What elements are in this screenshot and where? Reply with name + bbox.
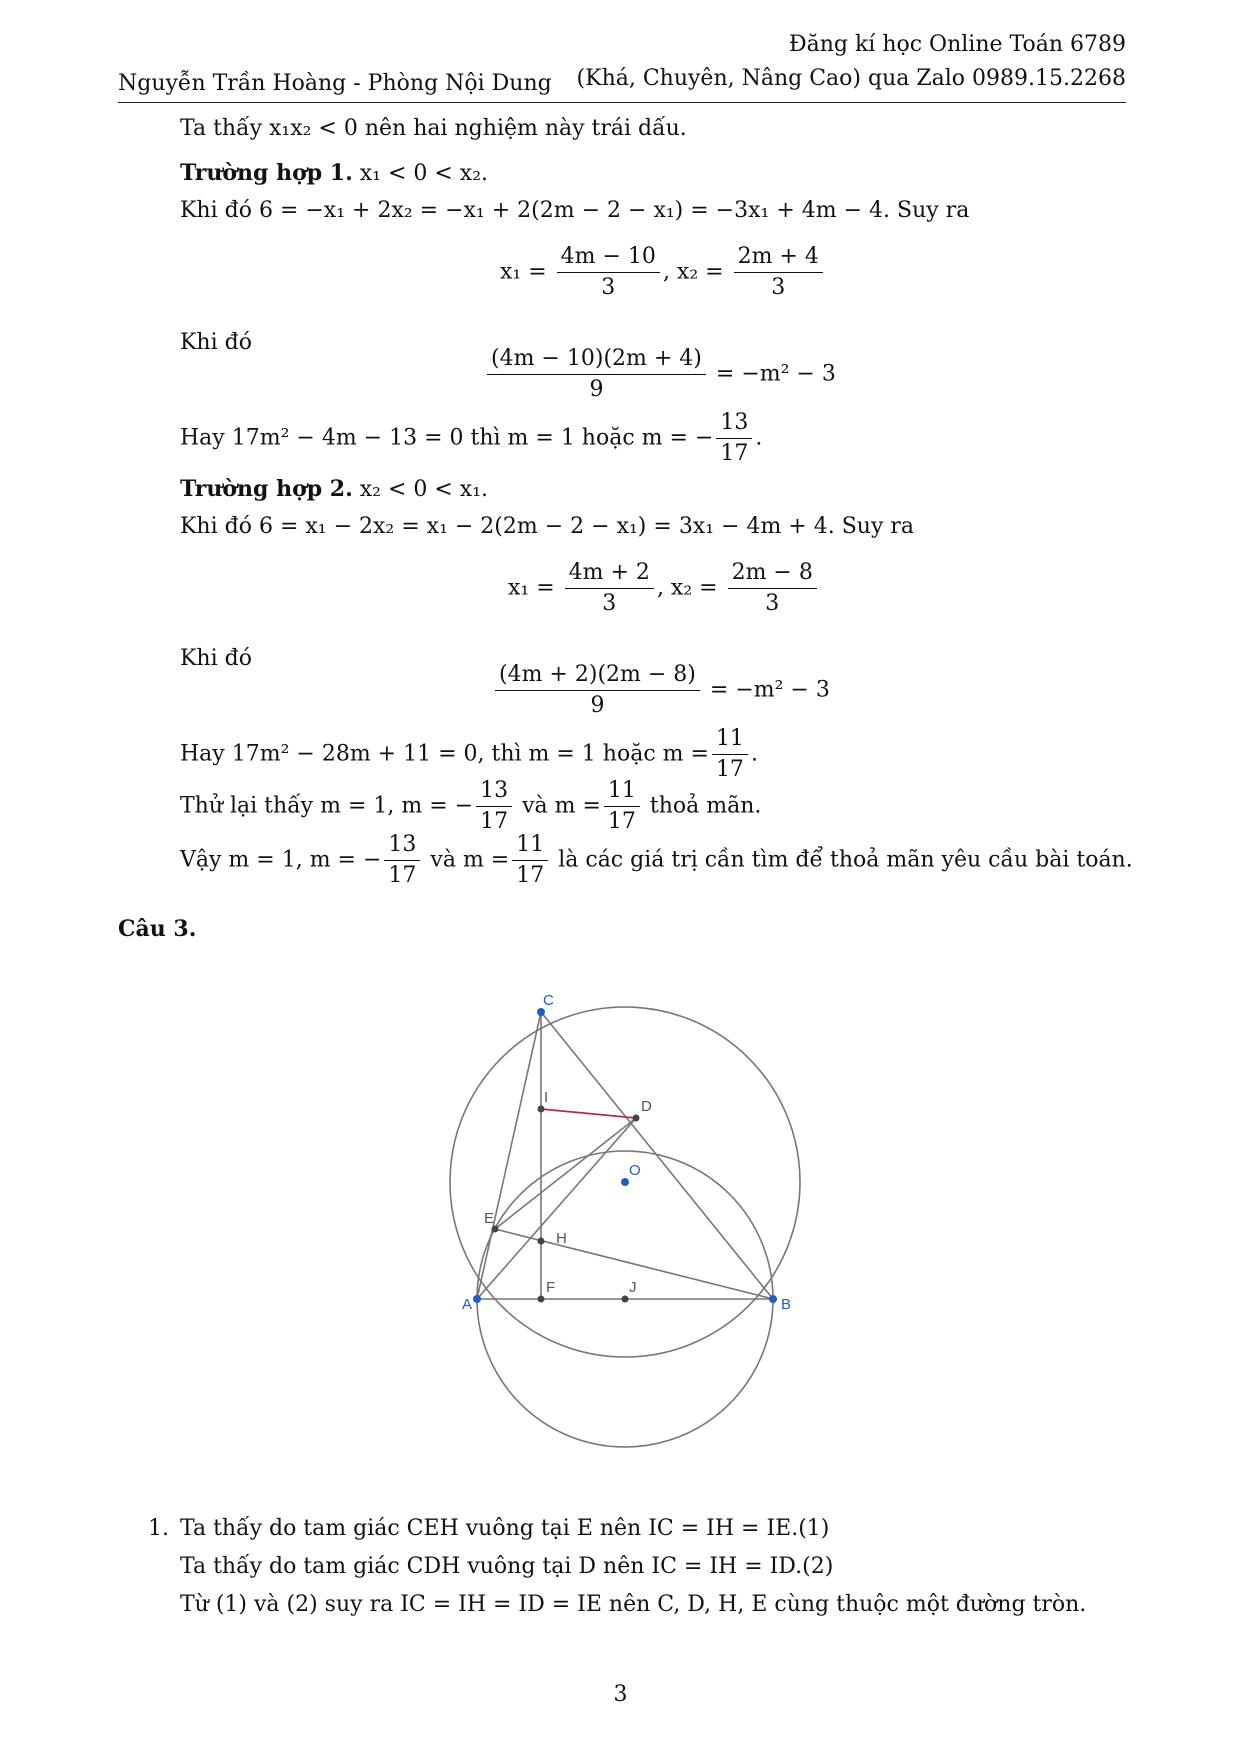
altitude-AD bbox=[477, 1118, 636, 1299]
header-promo bbox=[577, 28, 1126, 96]
denominator: 17 bbox=[715, 757, 744, 782]
numerator: 2m + 4 bbox=[734, 242, 823, 273]
text-line-hay-1 bbox=[180, 408, 762, 469]
list-item-1 bbox=[148, 1514, 830, 1544]
numerator: (4m + 2)(2m − 8) bbox=[495, 660, 700, 691]
denominator: 17 bbox=[480, 809, 509, 834]
page-number: 3 bbox=[613, 1682, 628, 1707]
point-D bbox=[633, 1115, 640, 1122]
fraction bbox=[604, 776, 640, 837]
label-B: B bbox=[781, 1296, 792, 1313]
denominator: 17 bbox=[516, 863, 545, 888]
denominator: 3 bbox=[602, 591, 617, 616]
segment-ID bbox=[541, 1109, 636, 1118]
equation-product-case1 bbox=[484, 344, 836, 405]
numerator: 11 bbox=[712, 724, 748, 755]
numerator: 13 bbox=[476, 776, 512, 807]
case-2-heading bbox=[180, 474, 488, 505]
header-promo-line2: (Khá, Chuyên, Nâng Cao) qua Zalo 0989.15.2268 bbox=[576, 66, 1126, 91]
fraction bbox=[728, 558, 817, 619]
fraction bbox=[476, 776, 512, 837]
page-header bbox=[118, 32, 1126, 103]
label-C: C bbox=[543, 992, 554, 1009]
denominator: 3 bbox=[771, 275, 786, 300]
text-line: Khi đó bbox=[180, 646, 252, 671]
eq-text: Hay 17m² − 4m − 13 = 0 thì m = 1 hoặc m = − bbox=[180, 425, 714, 451]
numerator: 11 bbox=[512, 830, 548, 861]
list-number: 1. bbox=[148, 1516, 169, 1541]
fraction bbox=[384, 830, 420, 891]
eq-text: Vậy m = 1, m = − bbox=[180, 847, 382, 873]
equation-product-case2 bbox=[492, 660, 830, 721]
label-J: J bbox=[629, 1279, 637, 1296]
label-I: I bbox=[544, 1089, 549, 1106]
equation-x1-x2-case1 bbox=[500, 242, 826, 303]
eq-text: và m = bbox=[515, 793, 601, 819]
denominator: 3 bbox=[765, 591, 780, 616]
case-1-condition: x₁ < 0 < x₂. bbox=[352, 161, 489, 186]
point-H bbox=[538, 1238, 545, 1245]
label-F: F bbox=[546, 1279, 556, 1296]
header-promo-line1: Đăng kí học Online Toán 6789 bbox=[788, 32, 1126, 57]
denominator: 9 bbox=[589, 377, 604, 402]
fraction bbox=[512, 830, 548, 891]
text-line: Khi đó 6 = −x₁ + 2x₂ = −x₁ + 2(2m − 2 − x₁) = −3x₁ + 4m − 4. Suy ra bbox=[180, 198, 970, 223]
denominator: 9 bbox=[590, 693, 605, 718]
fraction bbox=[487, 344, 706, 405]
label-H: H bbox=[556, 1230, 567, 1247]
point-C bbox=[537, 1008, 545, 1016]
label-E: E bbox=[484, 1210, 495, 1227]
list-text: Ta thấy do tam giác CDH vuông tại D nên IC = IH = ID.(2) bbox=[180, 1554, 834, 1579]
list-text: Từ (1) và (2) suy ra IC = IH = ID = IE nên C, D, H, E cùng thuộc một đường tròn. bbox=[180, 1592, 1087, 1617]
label-A: A bbox=[462, 1296, 473, 1313]
numerator: 13 bbox=[384, 830, 420, 861]
case-2-label: Trường hợp 2. bbox=[180, 476, 353, 502]
segment-ED bbox=[495, 1118, 636, 1229]
triangle-ABC bbox=[477, 1012, 773, 1299]
fraction bbox=[557, 242, 660, 303]
geometry-figure bbox=[400, 975, 840, 1479]
eq-text: Hay 17m² − 28m + 11 = 0, thì m = 1 hoặc m = bbox=[180, 741, 709, 767]
geometry-diagram bbox=[400, 975, 840, 1475]
point-A bbox=[473, 1295, 481, 1303]
question-3-heading: Câu 3. bbox=[118, 916, 197, 942]
eq-text: và m = bbox=[423, 847, 510, 873]
numerator: 2m − 8 bbox=[728, 558, 817, 589]
point-I bbox=[538, 1106, 545, 1113]
text-line: Khi đó bbox=[180, 330, 252, 355]
eq-text: . bbox=[750, 741, 758, 767]
point-F bbox=[538, 1296, 545, 1303]
header-author: Nguyễn Trần Hoàng - Phòng Nội Dung bbox=[118, 71, 552, 96]
denominator: 17 bbox=[607, 809, 636, 834]
denominator: 17 bbox=[388, 863, 417, 888]
numerator: 11 bbox=[604, 776, 640, 807]
case-1-heading bbox=[180, 158, 488, 189]
point-O bbox=[621, 1178, 629, 1186]
numerator: 13 bbox=[716, 408, 752, 439]
point-B bbox=[769, 1295, 777, 1303]
eq-text: Thử lại thấy m = 1, m = − bbox=[180, 793, 474, 819]
numerator: (4m − 10)(2m + 4) bbox=[487, 344, 706, 375]
text-line-thu-lai bbox=[180, 776, 761, 837]
denominator: 3 bbox=[601, 275, 616, 300]
eq-text: thoả mãn. bbox=[642, 793, 762, 819]
point-J bbox=[622, 1296, 629, 1303]
case-2-condition: x₂ < 0 < x₁. bbox=[352, 477, 489, 502]
label-D: D bbox=[641, 1098, 652, 1115]
fraction bbox=[565, 558, 654, 619]
eq-text: = −m² − 3 bbox=[715, 361, 836, 387]
numerator: 4m + 2 bbox=[565, 558, 654, 589]
label-O: O bbox=[629, 1162, 641, 1179]
text-line-conclusion bbox=[180, 830, 1133, 891]
text-line: Ta thấy x₁x₂ < 0 nên hai nghiệm này trái dấu. bbox=[180, 116, 687, 141]
fraction bbox=[734, 242, 823, 303]
eq-text: x₁ = bbox=[508, 575, 555, 601]
eq-text: = −m² − 3 bbox=[709, 677, 830, 703]
eq-text: x₁ = bbox=[500, 259, 547, 285]
eq-text: , x₂ = bbox=[662, 259, 724, 285]
text-line: Khi đó 6 = x₁ − 2x₂ = x₁ − 2(2m − 2 − x₁) = 3x₁ − 4m + 4. Suy ra bbox=[180, 514, 915, 539]
eq-text: là các giá trị cần tìm để thoả mãn yêu cầu bài toán. bbox=[551, 847, 1133, 873]
fraction bbox=[716, 408, 752, 469]
eq-text: , x₂ = bbox=[656, 575, 718, 601]
equation-x1-x2-case2 bbox=[508, 558, 820, 619]
eq-text: . bbox=[755, 425, 763, 451]
list-text: Ta thấy do tam giác CEH vuông tại E nên IC = IH = IE.(1) bbox=[180, 1516, 830, 1541]
fraction bbox=[495, 660, 700, 721]
denominator: 17 bbox=[720, 441, 749, 466]
case-1-label: Trường hợp 1. bbox=[180, 160, 353, 186]
numerator: 4m − 10 bbox=[557, 242, 660, 273]
